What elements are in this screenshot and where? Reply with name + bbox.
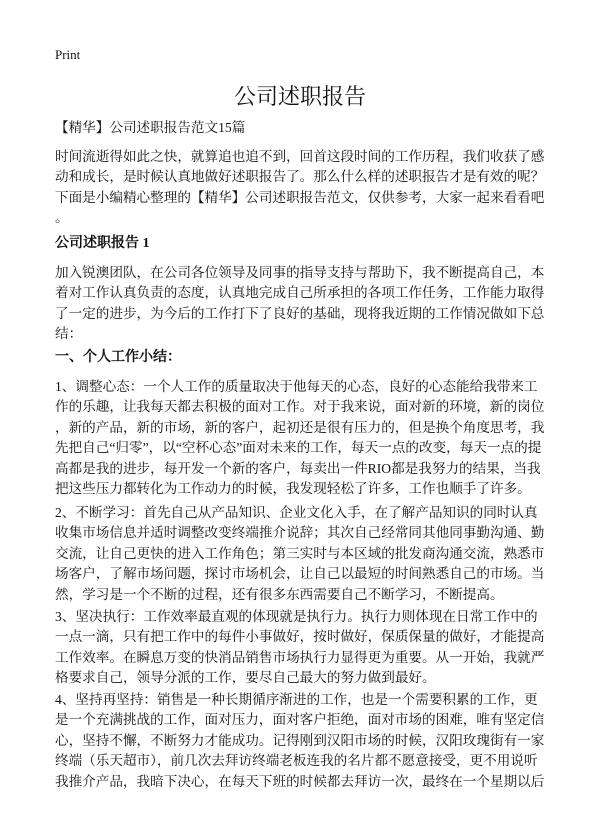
text-line: 工作效率。在瞬息万变的快消品销售市场执行力显得更为重要。从一开始，我就严 (55, 649, 545, 665)
text-line: 了一定的进步，为今后的工作打下了良好的基础，现将我近期的工作情况做如下总 (55, 305, 545, 321)
item-paragraph-1 (55, 377, 555, 499)
text-line: ，新的产品，新的市场，新的客户，起初还是很有压力的，但是换个角度思考，我 (55, 419, 545, 435)
text-line: 作的乐趣，让我每天都去积极的面对工作。对于我来说，面对新的环境，新的岗位 (55, 399, 545, 415)
text-line: 下面是小编精心整理的【精华】公司述职报告范文，仅供参考，大家一起来看看吧 (55, 189, 545, 205)
text-line: 结： (55, 326, 83, 342)
text-line: 动和成长，是时候认真地做好述职报告了。那么什么样的述职报告才是有效的呢？ (55, 169, 545, 185)
subheading: 一、个人工作小结： (55, 350, 181, 365)
section-intro-paragraph (55, 263, 555, 345)
text-line: 我推介产品，我暗下决心，在每天下班的时候都去拜访一次，最终在一个星期以后 (55, 773, 545, 789)
text-line: 加入锐澳团队，在公司各位领导及同事的指导支持与帮助下，我不断提高自己，本 (55, 265, 545, 280)
item-paragraph-4 (55, 690, 555, 792)
text-line: 然，学习是一个不断的过程，还有很多东西需要自己不断学习，不断提高。 (55, 586, 504, 602)
text-line: 先把自己“归零”，以“空杯心态”面对未来的工作，每天一点的改变，每天一点的提 (55, 440, 542, 456)
item-paragraph-2 (55, 503, 555, 605)
text-line: 收集市场信息并适时调整改变终端推介说辞；其次自己经常同其他同事勤沟通、勤 (55, 525, 545, 541)
document-title: 公司述职报告 (233, 85, 366, 110)
text-line: 4、坚持再坚持：销售是一种长期循序渐进的工作，也是一个需要积累的工作，更 (55, 692, 538, 707)
text-line: 。 (55, 210, 69, 226)
text-line: 1、调整心态：一个人工作的质量取决于他每天的心态，良好的心态能给我带来工 (55, 379, 538, 394)
text-line: 3、坚决执行：工作效率最直观的体现就是执行力。执行力则体现在日常工作中的 (55, 609, 538, 624)
text-line: 高都是我的进步，每开发一个新的客户，每卖出一件RIO都是我努力的结果，当我 (55, 460, 541, 476)
text-line: 把这些压力都转化为工作动力的时候，我发现轻松了许多，工作也顺手了许多。 (55, 481, 531, 497)
text-line: 心，坚持不懈，不断努力才能成功。记得刚到汉阳市场的时候，汉阳玫瑰街有一家 (55, 732, 545, 748)
item-paragraph-3 (55, 607, 555, 689)
text-line: 格要求自己，领导分派的工作，要尽自己最大的努力做到最好。 (55, 670, 436, 686)
text-line: 交流，让自己更快的进入工作角色；第三实时与本区域的批发商沟通交流，熟悉市 (55, 545, 545, 561)
text-line: 是一个充满挑战的工作，面对压力，面对客户拒绝，面对市场的困难，唯有坚定信 (55, 712, 545, 728)
text-line: 时间流逝得如此之快，就算追也追不到，回首这段时间的工作历程，我们收获了感 (55, 149, 545, 164)
section-heading: 公司述职报告 1 (55, 236, 150, 251)
print-link[interactable]: Print (55, 47, 81, 62)
subtitle: 【精华】公司述职报告范文15篇 (55, 120, 246, 135)
text-line: 一点一滴，只有把工作中的每件小事做好，按时做好，保质保量的做好，才能提高 (55, 629, 545, 645)
text-line: 着对工作认真负责的态度，认真地完成自己所承担的各项工作任务，工作能力取得 (55, 285, 545, 301)
text-line: 终端（乐天超市），前几次去拜访终端老板连我的名片都不愿意接受，更不用说听 (55, 753, 538, 769)
intro-paragraph (55, 147, 555, 229)
text-line: 2、不断学习：首先自己从产品知识、企业文化入手，在了解产品知识的同时认真 (55, 505, 538, 520)
text-line: 场客户，了解市场问题，探讨市场机会，让自己以最短的时间熟悉自己的市场。当 (55, 566, 545, 582)
